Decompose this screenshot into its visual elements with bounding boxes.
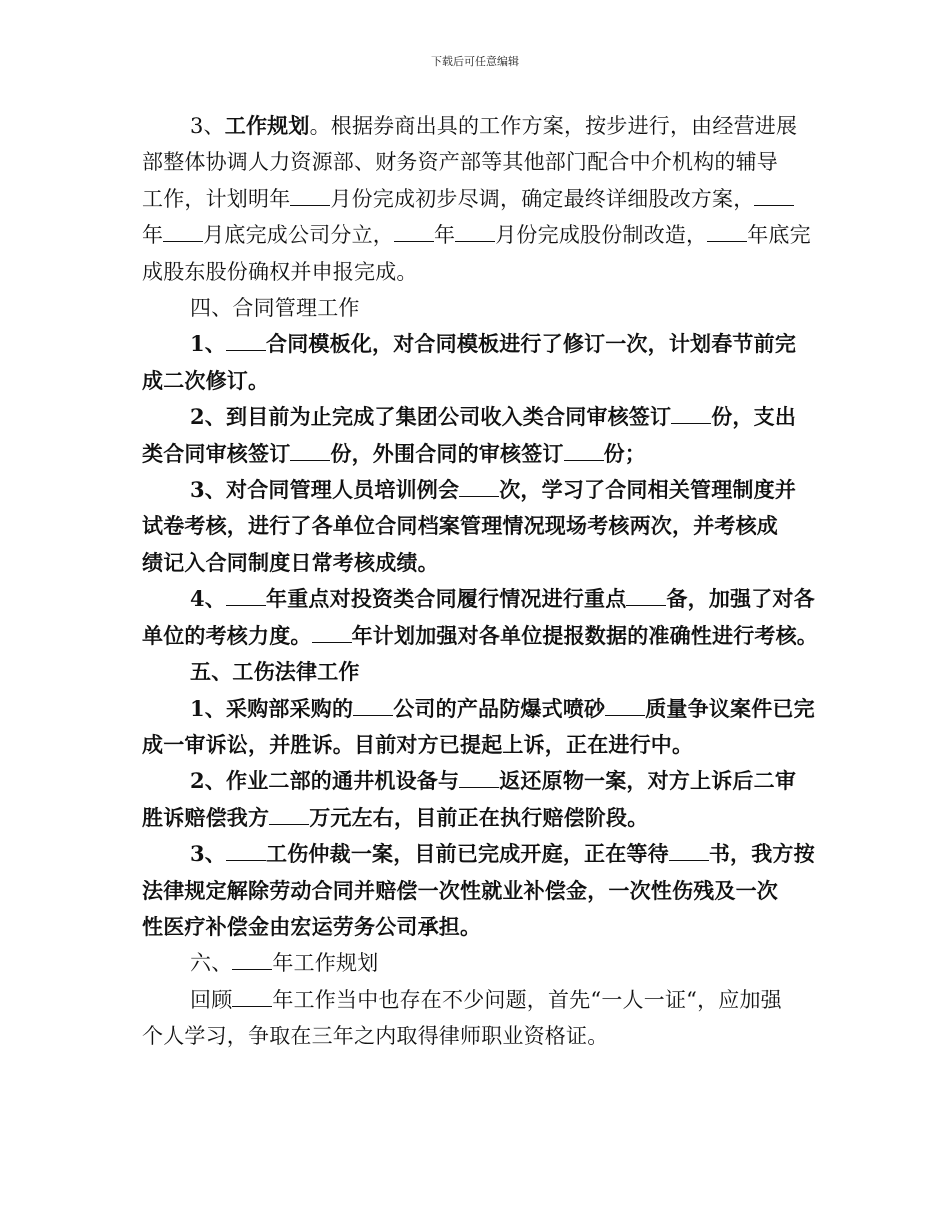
- text-segment: 1、: [190, 331, 227, 357]
- text-line: [142, 691, 814, 727]
- blank-underline: [459, 478, 499, 497]
- page-header: 下载后可任意编辑: [431, 55, 519, 68]
- text-segment: 书，我方按: [708, 841, 815, 867]
- text-segment: 1、采购部采购的: [190, 695, 354, 721]
- text-segment: 四、合同管理工作: [190, 296, 360, 321]
- text-line: [142, 1018, 814, 1054]
- text-line: [142, 399, 814, 435]
- text-segment: 月份完成初步尽调，确定最终详细股改方案，: [330, 186, 755, 211]
- text-segment: 工伤仲裁一案，目前已完成开庭，正在等待: [266, 841, 669, 867]
- text-segment: 万元左右，目前正在执行赔偿阶段。: [309, 804, 649, 830]
- text-segment: 2、作业二部的通井机设备与: [190, 768, 460, 794]
- text-line: [142, 982, 814, 1018]
- text-line: [142, 909, 814, 945]
- blank-underline: [626, 587, 666, 606]
- text-segment: 质量争议案件已完: [645, 695, 815, 721]
- text-segment: 次，学习了合同相关管理制度并: [499, 477, 797, 503]
- blank-underline: [232, 988, 272, 1007]
- text-segment: 备，加强了对各: [666, 586, 815, 612]
- text-line: [142, 618, 819, 654]
- text-line: [142, 800, 814, 836]
- text-segment: 合同模板化，对合同模板进行了修订一次，计划春节前完: [266, 331, 797, 357]
- text-segment: 。根据券商出具的工作方案，按步进行，由经营进展: [309, 114, 798, 138]
- text-segment: 试卷考核，进行了各单位合同档案管理情况现场考核两次，并考核成: [142, 513, 778, 539]
- text-segment: 成二次修订。: [142, 367, 270, 393]
- blank-underline: [163, 223, 203, 242]
- text-line: [142, 727, 814, 763]
- text-line: [142, 545, 814, 581]
- text-segment: 年: [142, 223, 164, 248]
- text-segment: 回顾: [190, 987, 233, 1012]
- text-line: [142, 181, 814, 217]
- text-segment: 工作，计划明年: [142, 186, 291, 211]
- text-segment: 类合同审核签订: [142, 440, 291, 466]
- text-line: [142, 508, 814, 544]
- text-line: [142, 945, 814, 981]
- blank-underline: [671, 405, 711, 424]
- text-segment: 年工作规划: [272, 951, 379, 976]
- blank-underline: [707, 223, 747, 242]
- blank-underline: [669, 842, 709, 861]
- text-line: [142, 654, 814, 690]
- text-segment: 3、对合同管理人员培训例会: [190, 477, 460, 503]
- blank-underline: [290, 187, 330, 206]
- text-segment: 成股东股份确权并申报完成。: [142, 259, 418, 284]
- text-segment: 年工作当中也存在不少问题，首先“一人一证“，应加强: [272, 987, 782, 1012]
- text-segment: 4、: [190, 586, 227, 612]
- text-segment: 单位的考核力度。: [142, 622, 312, 648]
- text-line: [142, 763, 814, 799]
- text-line: [142, 472, 814, 508]
- blank-underline: [232, 951, 272, 970]
- text-segment: 月底完成公司分立，: [203, 223, 395, 248]
- text-segment: 份，外围合同的审核签订: [330, 440, 564, 466]
- blank-underline: [269, 806, 309, 825]
- text-line: [142, 836, 814, 872]
- blank-underline: [394, 223, 434, 242]
- text-segment: 五、工伤法律工作: [190, 659, 360, 685]
- text-segment: 部整体协调人力资源部、财务资产部等其他部门配合中介机构的辅导: [142, 150, 778, 175]
- blank-underline: [459, 769, 499, 788]
- document-body: [142, 108, 819, 1055]
- text-segment: 月份完成股份制改造，: [495, 223, 708, 248]
- text-segment: 成一审诉讼，并胜诉。目前对方已提起上诉，正在进行中。: [142, 731, 694, 757]
- blank-underline: [455, 223, 495, 242]
- text-line: [142, 144, 814, 180]
- blank-underline: [226, 842, 266, 861]
- text-line: [142, 363, 814, 399]
- text-line: [142, 290, 814, 326]
- text-line: [142, 254, 814, 290]
- text-line: [142, 326, 814, 362]
- blank-underline: [353, 697, 393, 716]
- text-segment: 份，支出: [711, 404, 797, 430]
- text-line: [142, 217, 814, 253]
- text-segment: 年: [434, 223, 456, 248]
- text-segment: 份；: [603, 440, 647, 466]
- text-segment: 法律规定解除劳动合同并赔偿一次性就业补偿金，一次性伤残及一次: [142, 877, 778, 903]
- text-segment: 公司的产品防爆式喷砂: [393, 695, 606, 721]
- text-segment: 个人学习，争取在三年之内取得律师职业资格证。: [142, 1024, 609, 1049]
- text-segment: 年底完: [747, 223, 811, 248]
- text-segment: 绩记入合同制度日常考核成绩。: [142, 549, 439, 575]
- text-segment: 工作规划: [224, 113, 310, 138]
- blank-underline: [312, 624, 352, 643]
- text-segment: 性医疗补偿金由宏运劳务公司承担。: [142, 913, 482, 939]
- blank-underline: [226, 587, 266, 606]
- text-segment: 3、: [190, 841, 227, 867]
- text-segment: 年计划加强对各单位提报数据的准确性进行考核。: [351, 622, 819, 648]
- text-segment: 2、到目前为止完成了集团公司收入类合同审核签订: [190, 404, 672, 430]
- blank-underline: [754, 187, 794, 206]
- text-line: [142, 108, 814, 144]
- blank-underline: [226, 332, 266, 351]
- text-segment: 年重点对投资类合同履行情况进行重点: [266, 586, 627, 612]
- blank-underline: [290, 442, 330, 461]
- text-segment: 3、: [190, 114, 225, 138]
- text-line: [142, 581, 814, 617]
- text-line: [142, 436, 814, 472]
- text-line: [142, 873, 814, 909]
- blank-underline: [564, 442, 604, 461]
- text-segment: 胜诉赔偿我方: [142, 804, 270, 830]
- blank-underline: [605, 697, 645, 716]
- text-segment: 返还原物一案，对方上诉后二审: [499, 768, 797, 794]
- text-segment: 六、: [190, 951, 233, 976]
